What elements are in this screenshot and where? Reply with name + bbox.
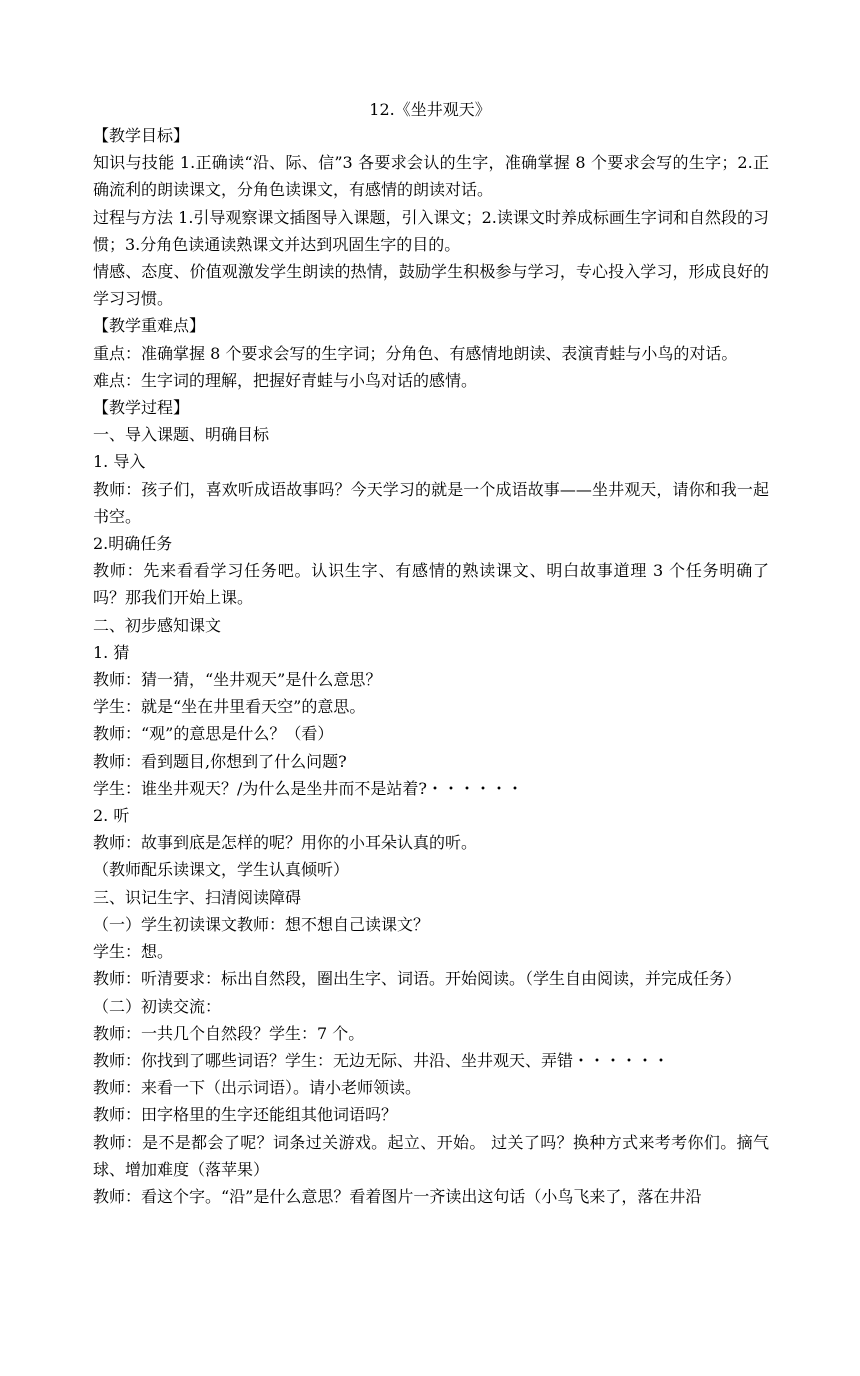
paragraph: 教师：看到题目,你想到了什么问题? <box>93 751 347 771</box>
paragraph: 难点：生字词的理解，把握好青蛙与小鸟对话的感情。 <box>93 370 478 390</box>
paragraph: 教师：田字格里的生字还能组其他词语吗？ <box>93 1105 398 1125</box>
paragraph: 教师：一共几个自然段？学生：7 个。 <box>93 1023 365 1043</box>
heading-key-points: 【教学重难点】 <box>93 316 206 336</box>
paragraph: 教师：“观”的意思是什么？（看） <box>93 724 334 744</box>
subsection-heading: 1. 猜 <box>93 642 130 662</box>
paragraph: 教师：先来看看学习任务吧。认识生字、有感情的熟读课文、明白故事道理 3 个任务明确了吗？那我们开始上课。 <box>93 561 769 608</box>
section-heading: 三、识记生字、扫清阅读障碍 <box>93 887 302 907</box>
paragraph: 教师：听清要求：标出自然段，圈出生字、词语。开始阅读。（学生自由阅读，并完成任务） <box>93 969 742 989</box>
subsection-heading: （二）初读交流： <box>93 996 222 1016</box>
heading-teaching-goals: 【教学目标】 <box>93 126 190 145</box>
paragraph: （教师配乐读课文，学生认真倾听） <box>93 860 350 880</box>
section-heading: 二、初步感知课文 <box>93 615 222 635</box>
subsection-heading: 1. 导入 <box>93 452 146 472</box>
paragraph: （一）学生初读课文教师：想不想自己读课文？ <box>93 914 430 934</box>
paragraph: 学生：就是“坐在井里看天空”的意思。 <box>93 697 366 717</box>
paragraph: 学生：想。 <box>93 942 174 962</box>
section-heading: 一、导入课题、明确目标 <box>93 425 270 445</box>
paragraph: 知识与技能 1.正确读“沿、际、信”3 各要求会认的生字，准确掌握 8 个要求会写的生字；2.正确流利的朗读课文，分角色读课文，有感情的朗读对话。 <box>93 153 769 200</box>
paragraph: 情感、态度、价值观激发学生朗读的热情，鼓励学生积极参与学习，专心投入学习，形成良好的学习习惯。 <box>93 262 769 309</box>
paragraph: 教师：你找到了哪些词语？学生：无边无际、井沿、坐井观天、弄错・・・・・・ <box>93 1050 670 1070</box>
paragraph: 教师：猜一猜，“坐井观天”是什么意思？ <box>93 670 382 690</box>
lesson-body <box>93 122 769 1210</box>
paragraph: 重点：准确掌握 8 个要求会写的生字词；分角色、有感情地朗读、表演青蛙与小鸟的对话。 <box>93 343 738 363</box>
heading-teaching-process: 【教学过程】 <box>93 398 190 418</box>
paragraph: 教师：孩子们，喜欢听成语故事吗？今天学习的就是一个成语故事——坐井观天，请你和我一起书空。 <box>93 479 769 526</box>
lesson-title: 12.《坐井观天》 <box>369 100 491 119</box>
paragraph: 学生：谁坐井观天？/为什么是坐井而不是站着?・・・・・・ <box>93 778 523 798</box>
paragraph: 教师：故事到底是怎样的呢？用你的小耳朵认真的听。 <box>93 833 478 853</box>
paragraph: 过程与方法 1.引导观察课文插图导入课题，引入课文；2.读课文时养成标画生字词和自然段的习惯；3.分角色读通读熟课文并达到巩固生字的目的。 <box>93 207 769 254</box>
subsection-heading: 2.明确任务 <box>93 534 173 554</box>
paragraph: 教师：看这个字。“沿”是什么意思？看着图片一齐读出这句话（小鸟飞来了，落在井沿 <box>93 1186 702 1206</box>
paragraph: 教师：是不是都会了呢？词条过关游戏。起立、开始。 过关了吗？换种方式来考考你们。摘气球、增加难度（落苹果） <box>93 1132 769 1179</box>
subsection-heading: 2. 听 <box>93 806 130 826</box>
paragraph: 教师：来看一下（出示词语）。请小老师领读。 <box>93 1078 422 1098</box>
